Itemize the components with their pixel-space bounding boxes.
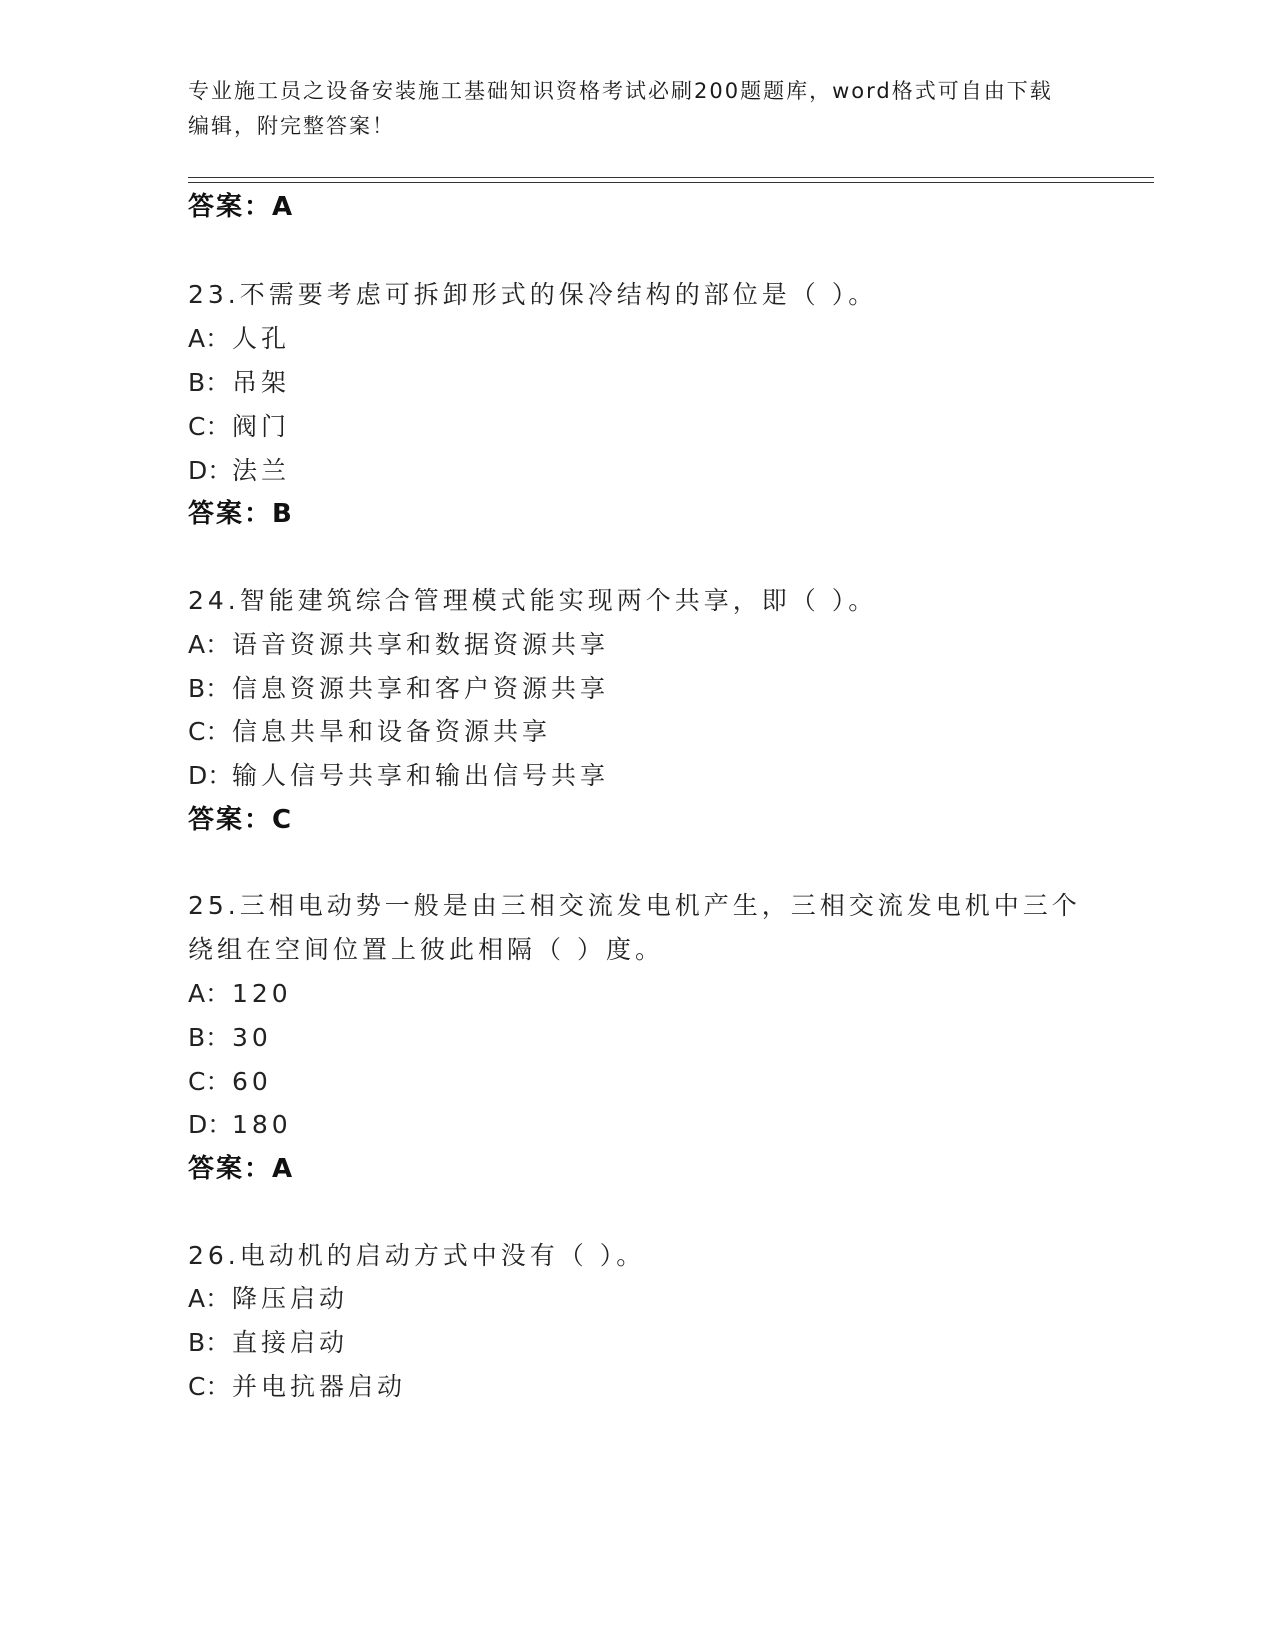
option-label: A： xyxy=(188,1284,231,1313)
question-24-answer: 答案：C xyxy=(188,805,294,835)
option-label: A： xyxy=(188,324,231,353)
option-text: 120 xyxy=(232,979,292,1008)
question-23-option-d xyxy=(188,454,290,488)
option-text: 并电抗器启动 xyxy=(232,1372,407,1401)
question-25-option-c xyxy=(188,1065,272,1099)
option-text: 吊架 xyxy=(232,368,291,397)
question-25-option-d xyxy=(188,1108,292,1142)
question-26-option-a xyxy=(188,1282,348,1316)
answer-previous: 答案：A xyxy=(188,192,295,222)
option-label: B： xyxy=(188,1328,231,1357)
question-25-answer: 答案：A xyxy=(188,1154,295,1184)
option-text: 直接启动 xyxy=(232,1328,349,1357)
question-24-option-b xyxy=(188,672,609,706)
option-label: B： xyxy=(188,1023,231,1052)
option-label: A： xyxy=(188,979,231,1008)
question-26-stem: 26.电动机的启动方式中没有（ ）。 xyxy=(188,1241,646,1270)
question-23-stem: 23.不需要考虑可拆卸形式的保冷结构的部位是（ ）。 xyxy=(188,280,878,309)
option-label: A： xyxy=(188,630,231,659)
option-label: B： xyxy=(188,674,231,703)
option-text: 人孔 xyxy=(232,324,291,353)
option-text: 语音资源共享和数据资源共享 xyxy=(232,630,610,659)
question-23-option-a xyxy=(188,322,290,356)
option-text: 信息共旱和设备资源共享 xyxy=(232,717,552,746)
question-23-answer: 答案：B xyxy=(188,499,294,529)
option-text: 输人信号共享和输出信号共享 xyxy=(232,761,610,790)
option-label: C： xyxy=(188,1372,231,1401)
option-text: 法兰 xyxy=(232,456,291,485)
option-label: C： xyxy=(188,412,231,441)
option-label: D： xyxy=(188,761,233,790)
option-text: 60 xyxy=(232,1067,272,1096)
option-text: 30 xyxy=(232,1023,272,1052)
question-24-option-c xyxy=(188,715,551,749)
option-text: 阀门 xyxy=(232,412,291,441)
option-label: D： xyxy=(188,1110,233,1139)
option-text: 降压启动 xyxy=(232,1284,349,1313)
question-25-option-a xyxy=(188,977,292,1011)
question-24-stem: 24.智能建筑综合管理模式能实现两个共享，即（ ）。 xyxy=(188,586,878,615)
option-label: B： xyxy=(188,368,231,397)
question-23-option-c xyxy=(188,410,290,444)
question-25-option-b xyxy=(188,1021,272,1055)
option-label: C： xyxy=(188,717,231,746)
question-26-option-b xyxy=(188,1326,348,1360)
question-25-stem-line-1: 25.三相电动势一般是由三相交流发电机产生，三相交流发电机中三个 xyxy=(188,891,1081,920)
option-label: D： xyxy=(188,456,233,485)
question-23-option-b xyxy=(188,366,290,400)
option-label: C： xyxy=(188,1067,231,1096)
document-header-title: 专业施工员之设备安装施工基础知识资格考试必刷200题题库，word格式可自由下载编辑，附完整答案！ xyxy=(188,79,1053,138)
option-text: 信息资源共享和客户资源共享 xyxy=(232,674,610,703)
option-text: 180 xyxy=(232,1110,292,1139)
header-divider-top xyxy=(188,177,1154,178)
question-24-option-a xyxy=(188,628,609,662)
question-25-stem-line-2: 绕组在空间位置上彼此相隔（ ）度。 xyxy=(188,935,664,964)
question-26-option-c xyxy=(188,1370,406,1404)
question-24-option-d xyxy=(188,759,609,793)
header-divider-bottom xyxy=(188,182,1154,183)
